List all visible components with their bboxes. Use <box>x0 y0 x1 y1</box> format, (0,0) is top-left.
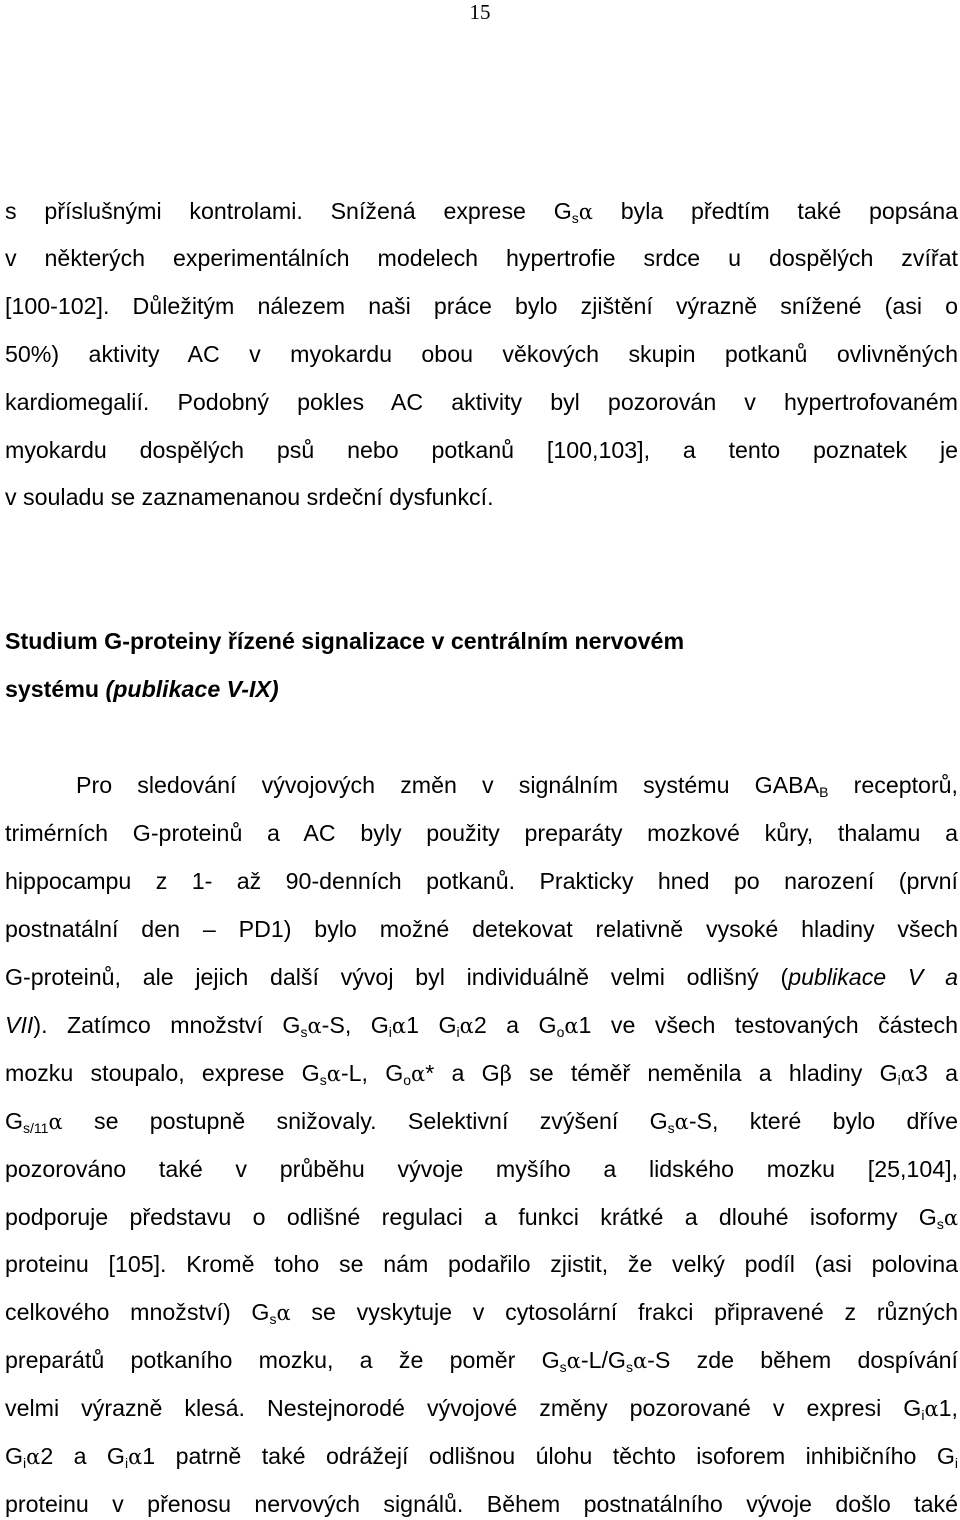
paragraph-line: $G_i\alpha 2$ a $G_i\alpha 1$ patrně také odrážejí odlišnou úlohu těchto isoforem inhibičního $G_i$ <box>5 1443 958 1472</box>
paragraph-line: proteinu v přenosu nervových signálů. Během postnatálního vývoje došlo také <box>5 1491 958 1517</box>
paragraph-line: proteinu [105]. Kromě toho se nám podařilo zjistit, že velký podíl (asi polovina <box>5 1251 958 1277</box>
page-number: 15 <box>469 0 491 24</box>
paragraph-line: kardiomegalií. Podobný pokles AC aktivity byl pozorován v hypertrofovaném <box>5 389 958 415</box>
paragraph-line: [100-102]. Důležitým nálezem naši práce bylo zjištění výrazně snížené (asi o <box>5 293 958 319</box>
paragraph-line: s příslušnými kontrolami. Snížená exprese $G_s\alpha$ byla předtím také popsána <box>5 198 958 227</box>
paragraph-line: v souladu se zaznamenanou srdeční dysfunkcí. <box>5 484 494 510</box>
paragraph-line: hippocampu z 1- až 90-denních potkanů. Prakticky hned po narození (první <box>5 868 958 894</box>
paragraph-line: G-proteinů, ale jejich další vývoj byl individuálně velmi odlišný (publikace V a <box>5 964 958 990</box>
paragraph-line: $G_{s/11}\alpha$ se postupně snižovaly. Selektivní zvýšení $G_s\alpha-S$, které bylo dříve <box>5 1108 958 1137</box>
section-heading-line2: systému (publikace V-IX) <box>5 676 279 702</box>
paragraph-line: velmi výrazně klesá. Nestejnorodé vývojové změny pozorované v expresi $G_i\alpha 1$, <box>5 1395 958 1424</box>
paragraph-line: VII). Zatímco množství $G_s\alpha-S$, $G_i\alpha 1$ $G_i\alpha 2$ a $G_o\alpha 1$ ve všech testovaných částech <box>5 1012 958 1041</box>
paragraph-line: myokardu dospělých psů nebo potkanů [100,103], a tento poznatek je <box>5 437 958 463</box>
paragraph-line: trimérních G-proteinů a AC byly použity preparáty mozkové kůry, thalamu a <box>5 820 958 846</box>
paragraph-line: mozku stoupalo, exprese $G_s\alpha-L$, $G_o\alpha*$ a Gβ se téměř neměnila a hladiny $G_i\alpha 3$ a <box>5 1060 958 1089</box>
paragraph-line: postnatální den – PD1) bylo možné detekovat relativně vysoké hladiny všech <box>5 916 958 942</box>
paragraph-line: Pro sledování vývojových změn v signálním systému $GABA_B$ receptorů, <box>76 772 959 801</box>
paragraph-line: podporuje představu o odlišné regulaci a funkci krátké a dlouhé isoformy $G_s\alpha$ <box>5 1204 958 1233</box>
paragraph-line: celkového množství) $G_s\alpha$ se vyskytuje v cytosolární frakci připravené z různých <box>5 1299 959 1328</box>
paragraph-line: v některých experimentálních modelech hypertrofie srdce u dospělých zvířat <box>5 245 958 271</box>
paragraph-line: preparátů potkaního mozku, a že poměr $G_s\alpha-L/G_s\alpha-S$ zde během dospívání <box>5 1347 958 1376</box>
section-heading: Studium G-proteiny řízené signalizace v centrálním nervovém <box>5 628 685 654</box>
paragraph-line: 50%) aktivity AC v myokardu obou věkových skupin potkanů ovlivněných <box>5 341 958 367</box>
paragraph-line: pozorováno také v průběhu vývoje myšího a lidského mozku [25,104], <box>5 1156 958 1182</box>
